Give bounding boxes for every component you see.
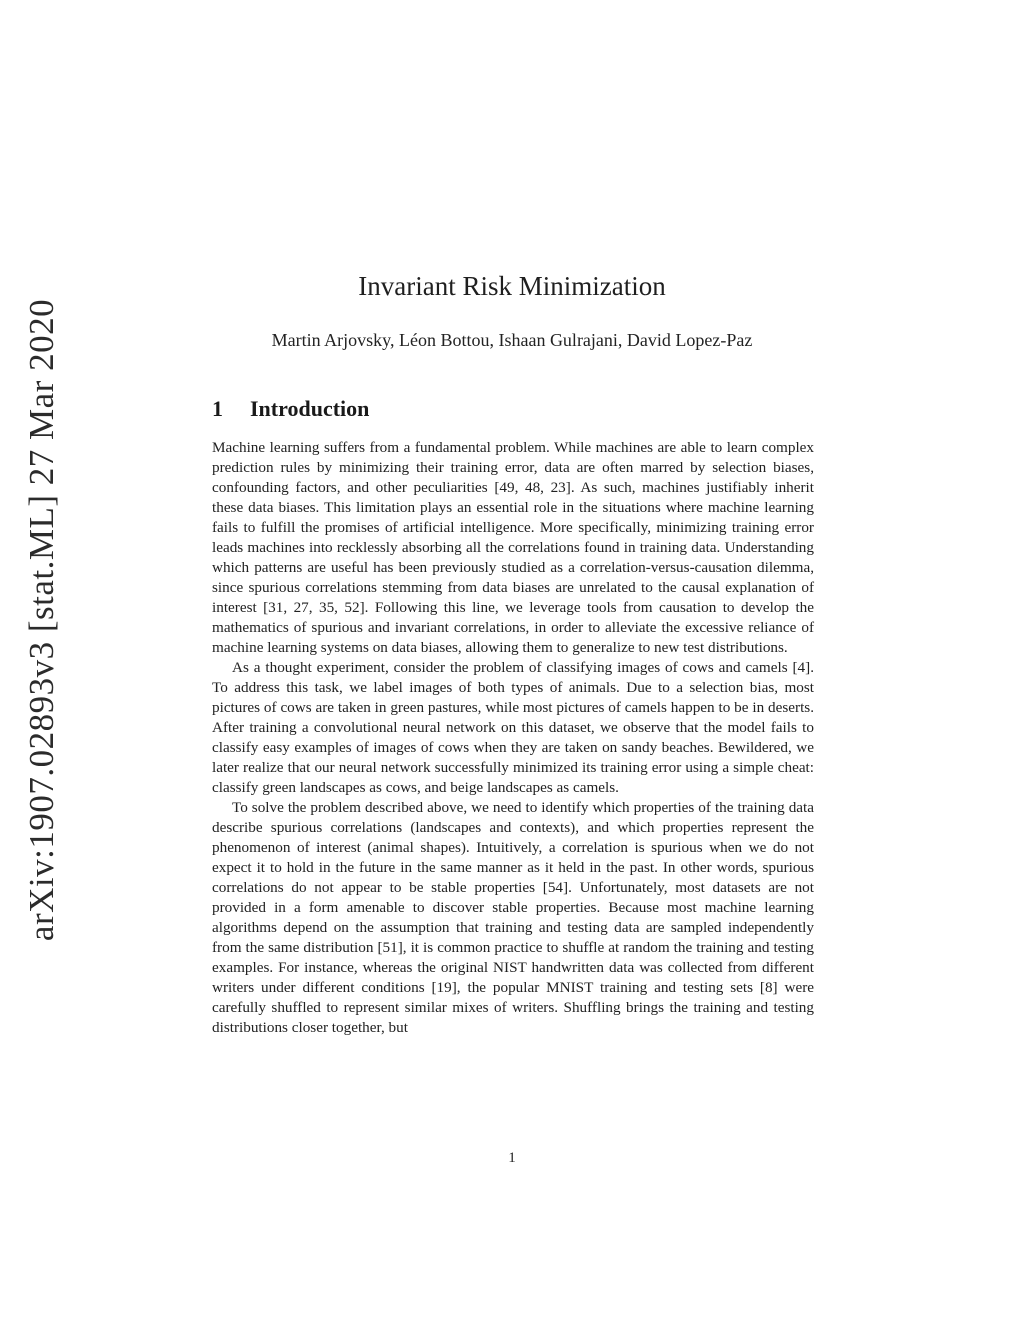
paper-title: Invariant Risk Minimization (358, 271, 666, 301)
author-list: Martin Arjovsky, Léon Bottou, Ishaan Gulrajani, David Lopez-Paz (271, 330, 753, 350)
page-number: 1 (508, 1150, 516, 1166)
section-heading (212, 396, 369, 422)
paragraph-2: As a thought experiment, consider the problem of classifying images of cows and camels [4]. To address this task, we label images of both types of animals. Due to a selection bias, most pictures of cows are taken in green pastures, while most pictures of camels happen to be in deserts. After training a convolutional neural network on this dataset, we observe that the model fails to classify easy examples of images of cows when they are taken on sandy beaches. Bewildered, we later realize that our neural network successfully minimized its training error using a simple cheat: classify green landscapes as cows, and beige landscapes as camels. (212, 659, 814, 796)
paragraph-3: To solve the problem described above, we need to identify which properties of the training data describe spurious correlations (landscapes and contexts), and which properties represent the phenomenon of interest (animal shapes). Intuitively, a correlation is spurious when we do not expect it to hold in the future in the same manner as it held in the past. In other words, spurious correlations do not appear to be stable properties [54]. Unfortunately, most datasets are not provided in a form amenable to discover stable properties. Because most machine learning algorithms depend on the assumption that training and testing data are sampled independently from the same distribution [51], it is common practice to shuffle at random the training and testing examples. For instance, whereas the original NIST handwritten data was collected from different writers under different conditions [19], the popular MNIST training and testing sets [8] were carefully shuffled to represent similar mixes of writers. Shuffling brings the training and testing distributions closer together, but (212, 799, 814, 1036)
body-text (212, 438, 814, 1038)
section-title: Introduction (250, 396, 370, 421)
section-number: 1 (212, 396, 223, 421)
arxiv-stamp-text: arXiv:1907.02893v3 [stat.ML] 27 Mar 2020 (22, 298, 61, 942)
paragraph-1: Machine learning suffers from a fundamental problem. While machines are able to learn complex prediction rules by minimizing their training error, data are often marred by selection biases, confounding factors, and other peculiarities [49, 48, 23]. As such, machines justifiably inherit these data biases. This limitation plays an essential role in the situations where machine learning fails to fulfill the promises of artificial intelligence. More specifically, minimizing training error leads machines into recklessly absorbing all the correlations found in training data. Understanding which patterns are useful has been previously studied as a correlation-versus-causation dilemma, since spurious correlations stemming from data biases are unrelated to the causal explanation of interest [31, 27, 35, 52]. Following this line, we leverage tools from causation to develop the mathematics of spurious and invariant correlations, in order to alleviate the excessive reliance of machine learning systems on data biases, allowing them to generalize to new test distributions. (212, 439, 814, 656)
